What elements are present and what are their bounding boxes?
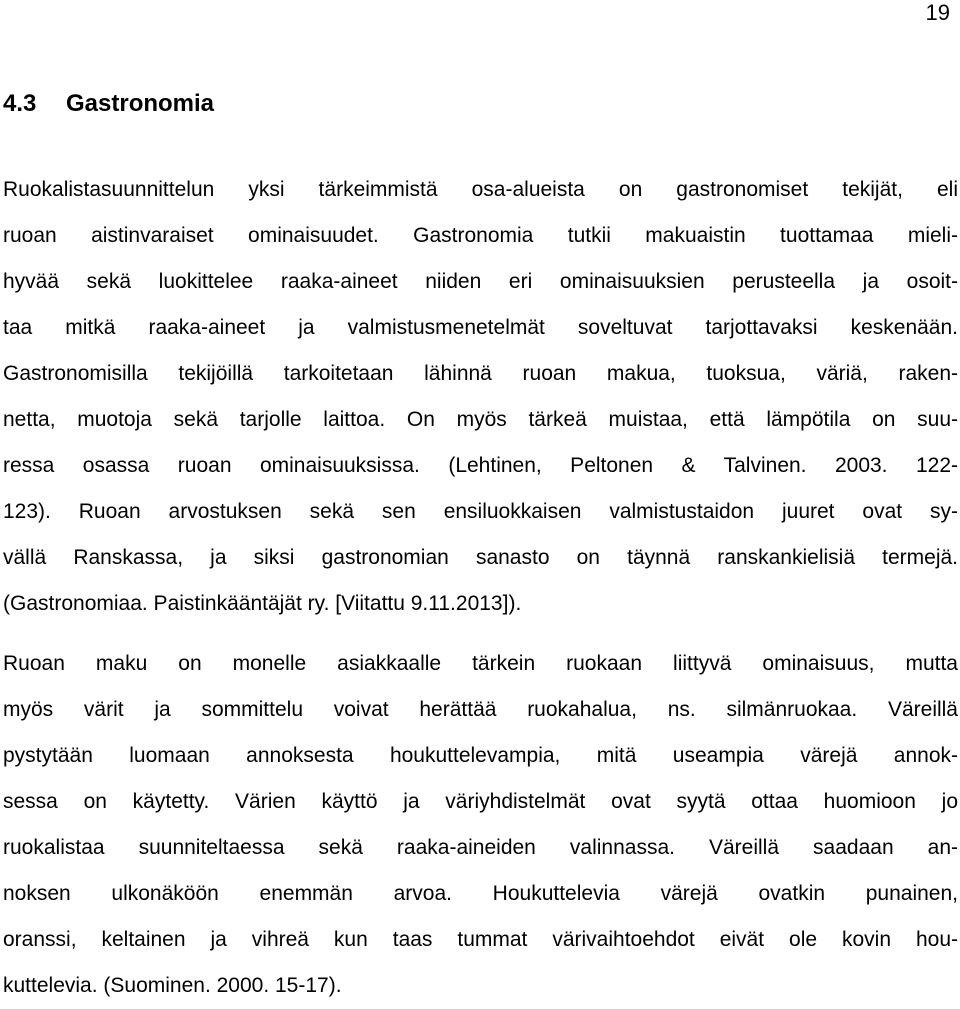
text-line: oranssi, keltainen ja vihreä kun taas tummat värivaihtoehdot eivät ole kovin hou- (3, 928, 958, 951)
paragraph-colors (3, 641, 958, 1009)
section-heading (3, 89, 214, 119)
text-line: 123). Ruoan arvostuksen sekä sen ensiluokkaisen valmistustaidon juuret ovat sy- (3, 500, 958, 523)
text-line: noksen ulkonäköön enemmän arvoa. Houkuttelevia värejä ovatkin punainen, (3, 882, 958, 905)
text-line: netta, muotoja sekä tarjolle laittoa. On myös tärkeä muistaa, että lämpötila on suu- (3, 408, 958, 431)
text-line: sessa on käytetty. Värien käyttö ja väriyhdistelmät ovat syytä ottaa huomioon jo (3, 790, 958, 813)
text-line: kuttelevia. (Suominen. 2000. 15-17). (3, 974, 342, 997)
page-number: 19 (925, 0, 950, 25)
text-line: Ruokalistasuunnittelun yksi tärkeimmistä osa-alueista on gastronomiset tekijät, eli (3, 178, 958, 201)
paragraph-gastronomic-factors (3, 167, 958, 627)
text-line: hyvää sekä luokittelee raaka-aineet niiden eri ominaisuuksien perusteella ja osoit- (3, 270, 958, 293)
text-line: ruoan aistinvaraiset ominaisuudet. Gastronomia tutkii makuaistin tuottamaa mieli- (3, 224, 958, 247)
text-line: Gastronomisilla tekijöillä tarkoitetaan lähinnä ruoan makua, tuoksua, väriä, raken- (3, 362, 958, 385)
text-line: ressa osassa ruoan ominaisuuksissa. (Lehtinen, Peltonen & Talvinen. 2003. 122- (3, 454, 958, 477)
text-line: ruokalistaa suunniteltaessa sekä raaka-aineiden valinnassa. Väreillä saadaan an- (3, 836, 958, 859)
text-line: Ruoan maku on monelle asiakkaalle tärkein ruokaan liittyvä ominaisuus, mutta (3, 652, 958, 675)
section-number: 4.3 (3, 90, 37, 117)
text-line: vällä Ranskassa, ja siksi gastronomian sanasto on täynnä ranskankielisiä termejä. (3, 546, 958, 569)
text-line: (Gastronomiaa. Paistinkääntäjät ry. [Viitattu 9.11.2013]). (3, 592, 522, 615)
text-line: myös värit ja sommittelu voivat herättää ruokahalua, ns. silmänruokaa. Väreillä (3, 698, 958, 721)
text-line: pystytään luomaan annoksesta houkuttelevampia, mitä useampia värejä annok- (3, 744, 958, 767)
section-title: Gastronomia (66, 90, 215, 117)
text-line: taa mitkä raaka-aineet ja valmistusmenetelmät soveltuvat tarjottavaksi keskenään. (3, 316, 958, 339)
